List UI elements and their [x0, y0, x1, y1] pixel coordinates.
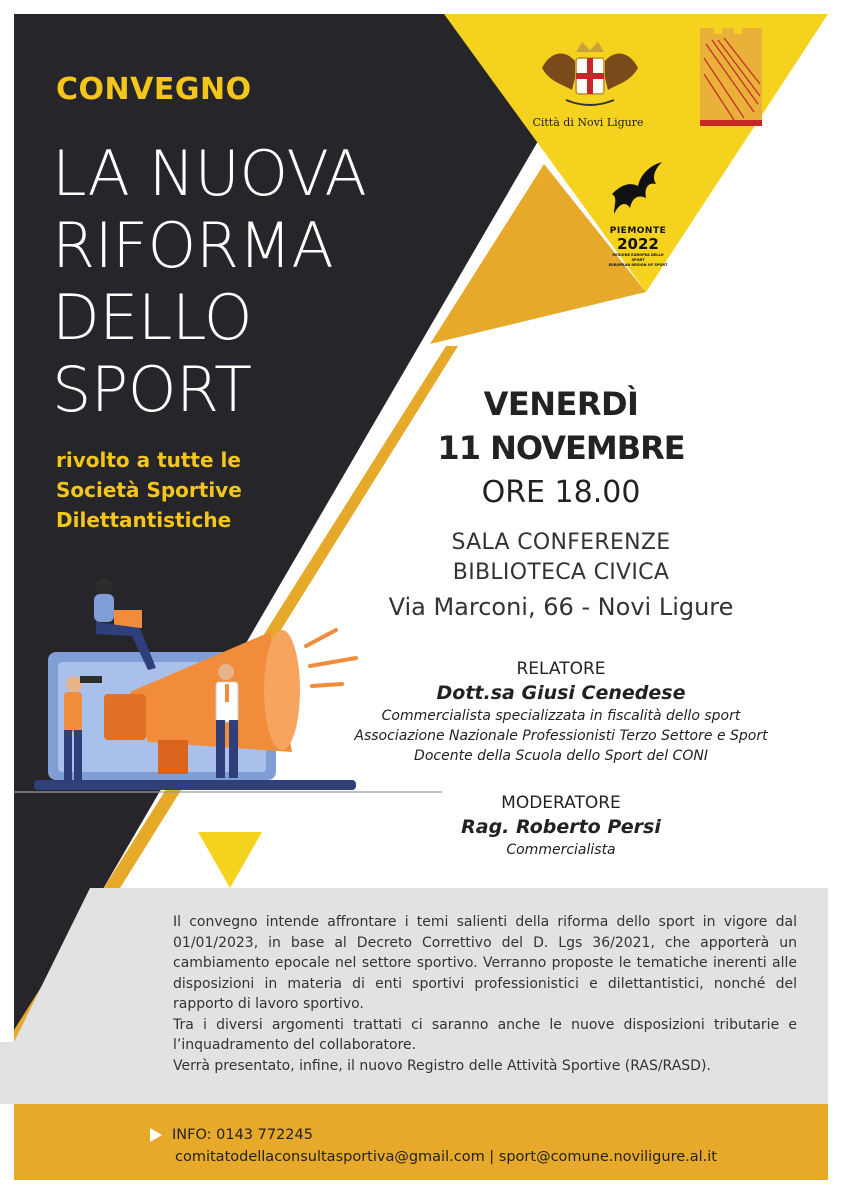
city-crest-logo [532, 38, 648, 118]
moderator-role: MODERATORE [501, 793, 621, 813]
title-line: DELLO [52, 281, 253, 354]
consulta-sport-logo [694, 24, 768, 130]
venue-hall: SALA CONFERENZE [451, 530, 671, 555]
title-line: SPORT [52, 353, 252, 426]
event-venue [350, 528, 772, 626]
speaker-desc: Associazione Nazionale Professionisti Terzo Settore e Sport [354, 728, 768, 744]
event-day: VENERDÌ [483, 385, 639, 423]
piemonte-label: PIEMONTE [609, 226, 667, 236]
event-datetime [380, 382, 742, 516]
play-arrow-icon [150, 1128, 162, 1142]
event-time: ORE 18.00 [481, 475, 641, 510]
event-date: 11 NOVEMBRE [437, 429, 685, 467]
speaker-desc: Commercialista specializzata in fiscalità dello sport [381, 708, 741, 724]
moderator-desc: Commercialista [506, 842, 616, 858]
description-paragraph: Tra i diversi argomenti trattati ci saranno anche le nuove disposizioni tributarie e l’inquadramento del collaboratore. [173, 1016, 797, 1053]
moderator-name: Rag. Roberto Persi [461, 816, 661, 838]
title-line: LA NUOVA [52, 137, 367, 210]
info-emails[interactable]: comitatodellaconsultasportiva@gmail.com | sport@comune.noviligure.al.it [175, 1149, 717, 1165]
speaker-desc: Docente della Scuola dello Sport del CONI [414, 748, 708, 764]
moderator-block [380, 792, 742, 860]
speaker-name: Dott.sa Giusi Cenedese [436, 682, 686, 704]
event-description [173, 912, 797, 1076]
piemonte-sub2: EUROPEAN REGION OF SPORT [608, 263, 668, 267]
event-type-label: CONVEGNO [56, 72, 252, 107]
description-paragraph: Il convegno intende affrontare i temi salienti della riforma dello sport in vigore dal 01/01/2023, in base al Decreto Correttivo del D. Lgs 36/2021, che apporterà un cambiamento epocale nel settore sportivo. Verranno proposte le tematiche inerenti alle disposizioni in materia di enti sportivi professionistici e dilettantistici, nonché del rapporto di lavoro sportivo. [173, 914, 797, 1012]
piemonte-sub1: REGIONE EUROPEA DELLO SPORT [612, 253, 664, 262]
piemonte-bird-icon [608, 158, 668, 224]
speaker-role: RELATORE [516, 659, 606, 679]
info-phone[interactable]: INFO: 0143 772245 [172, 1127, 313, 1143]
audience-note: rivolto a tutte le Società Sportive Dilettantistiche [56, 448, 242, 532]
title-line: RIFORMA [52, 209, 334, 282]
venue-address: Via Marconi, 66 - Novi Ligure [388, 593, 734, 621]
piemonte-year: 2022 [617, 235, 659, 253]
description-paragraph: Verrà presentato, infine, il nuovo Registro delle Attività Sportive (RAS/RASD). [173, 1057, 711, 1074]
speaker-block [300, 658, 822, 766]
city-caption: Città di Novi Ligure [532, 116, 644, 129]
contact-info [150, 1124, 717, 1168]
piemonte-2022-logo [606, 226, 670, 268]
venue-building: BIBLIOTECA CIVICA [452, 560, 670, 585]
